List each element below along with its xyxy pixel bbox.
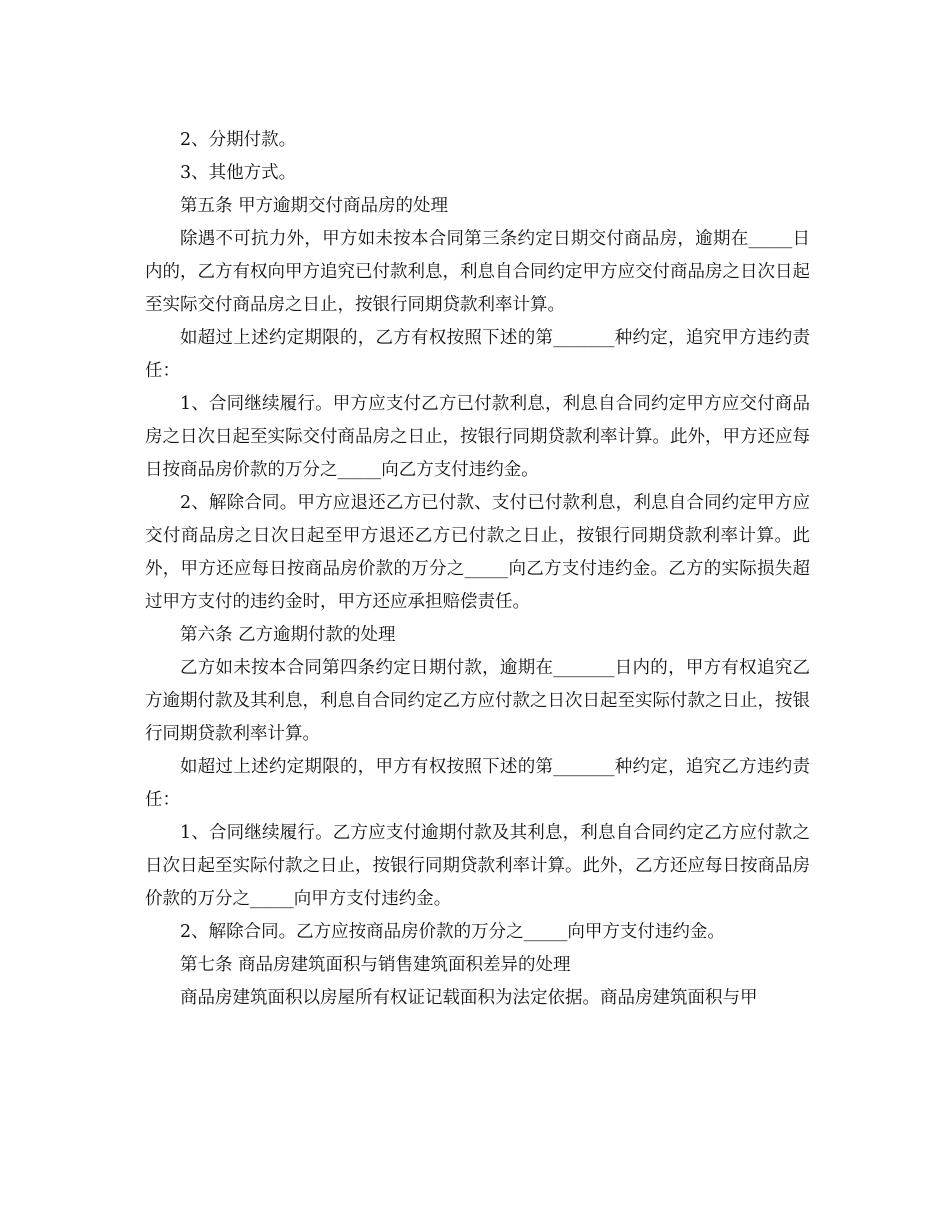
paragraph-payment-installment: 2、分期付款。 — [180, 130, 297, 150]
paragraph-article-5-intro: 除遇不可抗力外，甲方如未按本合同第三条约定日期交付商品房，逾期在_____日内的，乙方有权向甲方追究已付款利息，利息自合同约定甲方应交付商品房之日次日起至实际交付商品房之日止，按银行同期贷款利率计算。 — [145, 229, 810, 315]
heading-article-5: 第五条 甲方逾期交付商品房的处理 — [180, 196, 449, 216]
heading-article-6: 第六条 乙方逾期付款的处理 — [180, 625, 396, 645]
paragraph-article-5-option-2: 2、解除合同。甲方应退还乙方已付款、支付已付款利息，利息自合同约定甲方应交付商品房之日次日起至甲方退还乙方已付款之日止，按银行同期贷款利率计算。此外，甲方还应每日按商品房价款的万分之_____向乙方支付违约金。乙方的实际损失超过甲方支付的违约金时，甲方还应承担赔偿责任。 — [145, 493, 810, 612]
paragraph-article-6-option-1: 1、合同继续履行。乙方应支付逾期付款及其利息，利息自合同约定乙方应付款之日次日起至实际付款之日止，按银行同期贷款利率计算。此外，乙方还应每日按商品房价款的万分之_____向甲方支付违约金。 — [145, 823, 810, 909]
paragraph-article-7-intro: 商品房建筑面积以房屋所有权证记载面积为法定依据。商品房建筑面积与甲 — [180, 988, 758, 1008]
paragraph-article-6-exceed: 如超过上述约定期限的，甲方有权按照下述的第_______种约定，追究乙方违约责任： — [145, 757, 810, 810]
document-body — [145, 124, 810, 1015]
paragraph-article-6-intro: 乙方如未按本合同第四条约定日期付款，逾期在_______日内的，甲方有权追究乙方逾期付款及其利息，利息自合同约定乙方应付款之日次日起至实际付款之日止，按银行同期贷款利率计算。 — [145, 658, 810, 744]
paragraph-article-6-option-2: 2、解除合同。乙方应按商品房价款的万分之_____向甲方支付违约金。 — [180, 922, 725, 942]
paragraph-article-5-exceed: 如超过上述约定期限的，乙方有权按照下述的第_______种约定，追究甲方违约责任： — [145, 328, 810, 381]
paragraph-article-5-option-1: 1、合同继续履行。甲方应支付乙方已付款利息，利息自合同约定甲方应交付商品房之日次日起至实际交付商品房之日止，按银行同期贷款利率计算。此外，甲方还应每日按商品房价款的万分之_____向乙方支付违约金。 — [145, 394, 810, 480]
paragraph-payment-other: 3、其他方式。 — [180, 163, 297, 183]
heading-article-7: 第七条 商品房建筑面积与销售建筑面积差异的处理 — [180, 955, 571, 975]
